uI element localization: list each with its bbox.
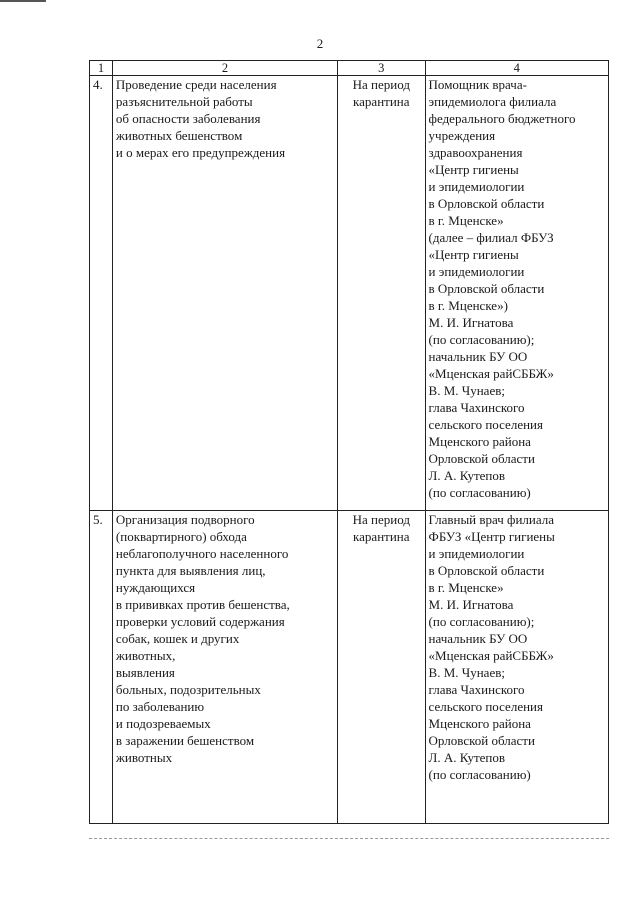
- page-bottom-dashed-line: [89, 838, 609, 839]
- header-col-1: 1: [90, 61, 113, 76]
- table-row: [90, 511, 609, 824]
- table-row: [90, 76, 609, 511]
- row-activity: Проведение среди населения разъяснительной работы об опасности заболевания животных бешенством и о мерах его предупреждения: [112, 76, 337, 511]
- page-number: 2: [316, 36, 324, 51]
- scan-corner-mark: [0, 0, 46, 2]
- measures-table: [89, 60, 609, 824]
- row-activity: Организация подворного (поквартирного) обхода неблагополучного населенного пункта для выявления лиц, нуждающихся в прививках против бешенства, проверки условий содержания собак, кошек и других животных, выявления больных, подозрительных по заболеванию и подозреваемых в заражении бешенством животных: [112, 511, 337, 824]
- row-number: 4.: [90, 76, 113, 511]
- row-responsible: Помощник врача- эпидемиолога филиала федерального бюджетного учреждения здравоохранения «Центр гигиены и эпидемиологии в Орловской области в г. Мценске» (далее – филиал ФБУЗ «Центр гигиены и эпидемиологии в Орловской области в г. Мценске») М. И. Игнатова (по согласованию); начальник БУ ОО «Мценская райСББЖ» В. М. Чунаев; глава Чахинского сельского поселения Мценского района Орловской области Л. А. Кутепов (по согласованию): [425, 76, 608, 511]
- table-header-row: [90, 61, 609, 76]
- row-period: На период карантина: [338, 76, 426, 511]
- header-col-4: 4: [425, 61, 608, 76]
- row-period: На период карантина: [338, 511, 426, 824]
- row-number: 5.: [90, 511, 113, 824]
- header-col-3: 3: [338, 61, 426, 76]
- row-responsible: Главный врач филиала ФБУЗ «Центр гигиены и эпидемиологии в Орловской области в г. Мценске» М. И. Игнатова (по согласованию); начальник БУ ОО «Мценская райСББЖ» В. М. Чунаев; глава Чахинского сельского поселения Мценского района Орловской области Л. А. Кутепов (по согласованию): [425, 511, 608, 824]
- header-col-2: 2: [112, 61, 337, 76]
